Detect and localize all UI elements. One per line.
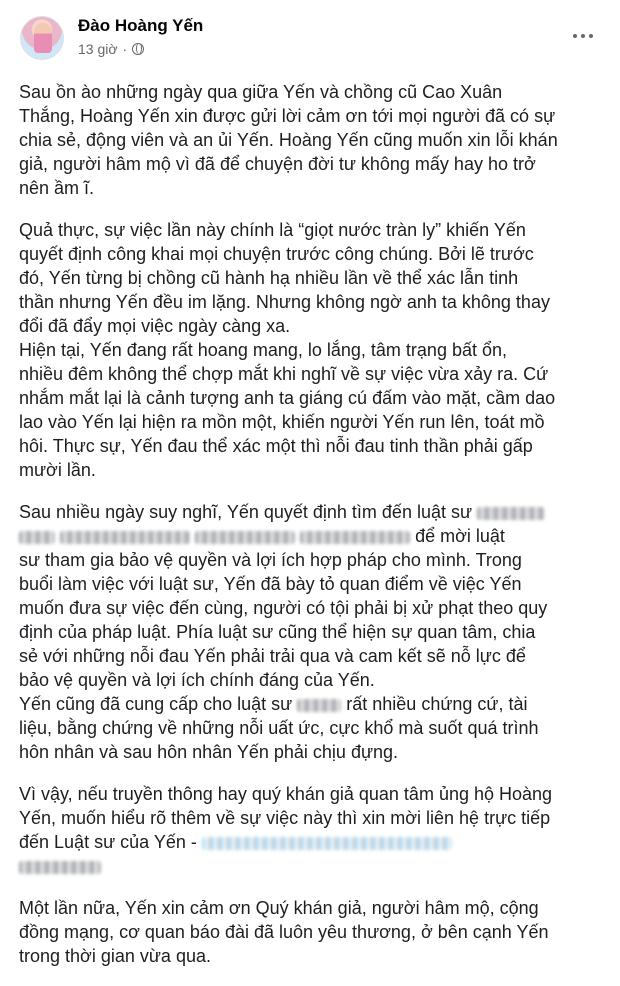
- redacted-law-firm: [60, 531, 190, 544]
- text-line: sư tham gia bảo vệ quyền và lợi ích hợp pháp cho mình. Trong: [19, 550, 522, 570]
- text-line: thần nhưng Yến đều im lặng. Nhưng không ngờ anh ta không thay: [19, 292, 550, 312]
- text-line: sẻ với những nỗi đau Yến phải trải qua và cam kết sẽ nỗ lực để: [19, 646, 526, 666]
- avatar[interactable]: [20, 16, 64, 60]
- redacted-contact: [19, 861, 101, 874]
- more-options-icon[interactable]: [568, 24, 598, 48]
- post-body: [19, 80, 609, 986]
- text-line: liệu, bằng chứng về những nỗi uất ức, cực khổ mà suốt quá trình: [19, 718, 539, 738]
- text-line: [19, 692, 609, 716]
- text-line: bảo vệ quyền và lợi ích chính đáng của Yến.: [19, 670, 375, 690]
- text-line: Hiện tại, Yến đang rất hoang mang, lo lắng, tâm trạng bất ổn,: [19, 340, 507, 360]
- paragraph-5: [19, 896, 609, 968]
- avatar-figure: [34, 23, 52, 53]
- text-line: giả, người hâm mộ vì đã để chuyện đời tư không mấy hay ho trở: [19, 154, 536, 174]
- text-line: chia sẻ, động viên và an ủi Yến. Hoàng Yến cũng muốn xin lỗi khán: [19, 130, 558, 150]
- text-line: nhắm mắt lại là cảnh tượng anh ta giáng cú đấm vào mặt, cầm dao: [19, 388, 556, 408]
- paragraph-1: [19, 80, 609, 200]
- text-line: quyết định công khai mọi chuyện trước công chúng. Bởi lẽ trước: [19, 244, 534, 264]
- redacted-lawyer-name: [297, 699, 341, 712]
- text-line: đó, Yến từng bị chồng cũ hành hạ nhiều lần về thể xác lẫn tinh: [19, 268, 519, 288]
- text-line: [19, 500, 609, 524]
- text-fragment: rất nhiều chứng cứ, tài: [346, 694, 528, 714]
- post-meta: [78, 41, 144, 57]
- globe-icon: [132, 43, 144, 55]
- post-header: [20, 14, 600, 64]
- text-line: Một lần nữa, Yến xin cảm ơn Quý khán giả, người hâm mộ, cộng: [19, 898, 539, 918]
- text-line: Yến, muốn hiểu rõ thêm về sự việc này thì xin mời liên hệ trực tiếp: [19, 808, 551, 828]
- redacted-law-firm: [195, 531, 295, 544]
- post-time[interactable]: 13 giờ: [78, 41, 118, 57]
- text-line: [19, 854, 609, 878]
- text-line: muốn đưa sự việc đến cùng, người có tội phải bị xử phạt theo quy: [19, 598, 548, 618]
- text-line: hôi. Thực sự, Yến đau thể xác một thì nỗi đau tinh thần phải gấp: [19, 436, 533, 456]
- text-line: Thắng, Hoàng Yến xin được gửi lời cảm ơn tới mọi người đã có sự: [19, 106, 556, 126]
- text-line: lao vào Yến lại hiện ra mồn một, khiến người Yến run lên, toát mồ: [19, 412, 545, 432]
- text-fragment: đến Luật sư của Yến -: [19, 832, 197, 852]
- text-line: buổi làm việc với luật sư, Yến đã bày tỏ quan điểm về việc Yến: [19, 574, 522, 594]
- text-line: [19, 524, 609, 548]
- text-line: Vì vậy, nếu truyền thông hay quý khán giả quan tâm ủng hộ Hoàng: [19, 784, 553, 804]
- text-line: trong thời gian vừa qua.: [19, 946, 211, 966]
- text-line: Quả thực, sự việc lần này chính là “giọt nước tràn ly” khiến Yến: [19, 220, 526, 240]
- text-line: hôn nhân và sau hôn nhân Yến phải chịu đựng.: [19, 742, 399, 762]
- meta-separator: ·: [122, 41, 128, 57]
- text-line: đổi đã đẩy mọi việc ngày càng xa.: [19, 316, 291, 336]
- text-line: nên ầm ĩ.: [19, 178, 95, 198]
- redacted-contact: [202, 837, 452, 850]
- text-fragment: Yến cũng đã cung cấp cho luật sư: [19, 694, 293, 714]
- text-fragment: Sau nhiều ngày suy nghĩ, Yến quyết định tìm đến luật sư: [19, 502, 473, 522]
- text-line: mười lần.: [19, 460, 96, 480]
- text-line: đồng mạng, cơ quan báo đài đã luôn yêu thương, ở bên cạnh Yến: [19, 922, 549, 942]
- paragraph-3: [19, 500, 609, 764]
- author-name[interactable]: Đào Hoàng Yến: [78, 16, 204, 35]
- redacted-lawyer-name: [19, 531, 55, 544]
- redacted-law-firm: [300, 531, 410, 544]
- paragraph-2: [19, 218, 609, 482]
- redacted-lawyer-name: [477, 507, 545, 520]
- paragraph-4: [19, 782, 609, 878]
- text-line: Sau ồn ào những ngày qua giữa Yến và chồng cũ Cao Xuân: [19, 82, 503, 102]
- text-line: định của pháp luật. Phía luật sư cũng thể hiện sự quan tâm, chia: [19, 622, 536, 642]
- text-line: [19, 830, 609, 854]
- text-line: nhiều đêm không thể chợp mắt khi nghĩ về sự việc vừa xảy ra. Cứ: [19, 364, 549, 384]
- text-fragment: để mời luật: [415, 526, 505, 546]
